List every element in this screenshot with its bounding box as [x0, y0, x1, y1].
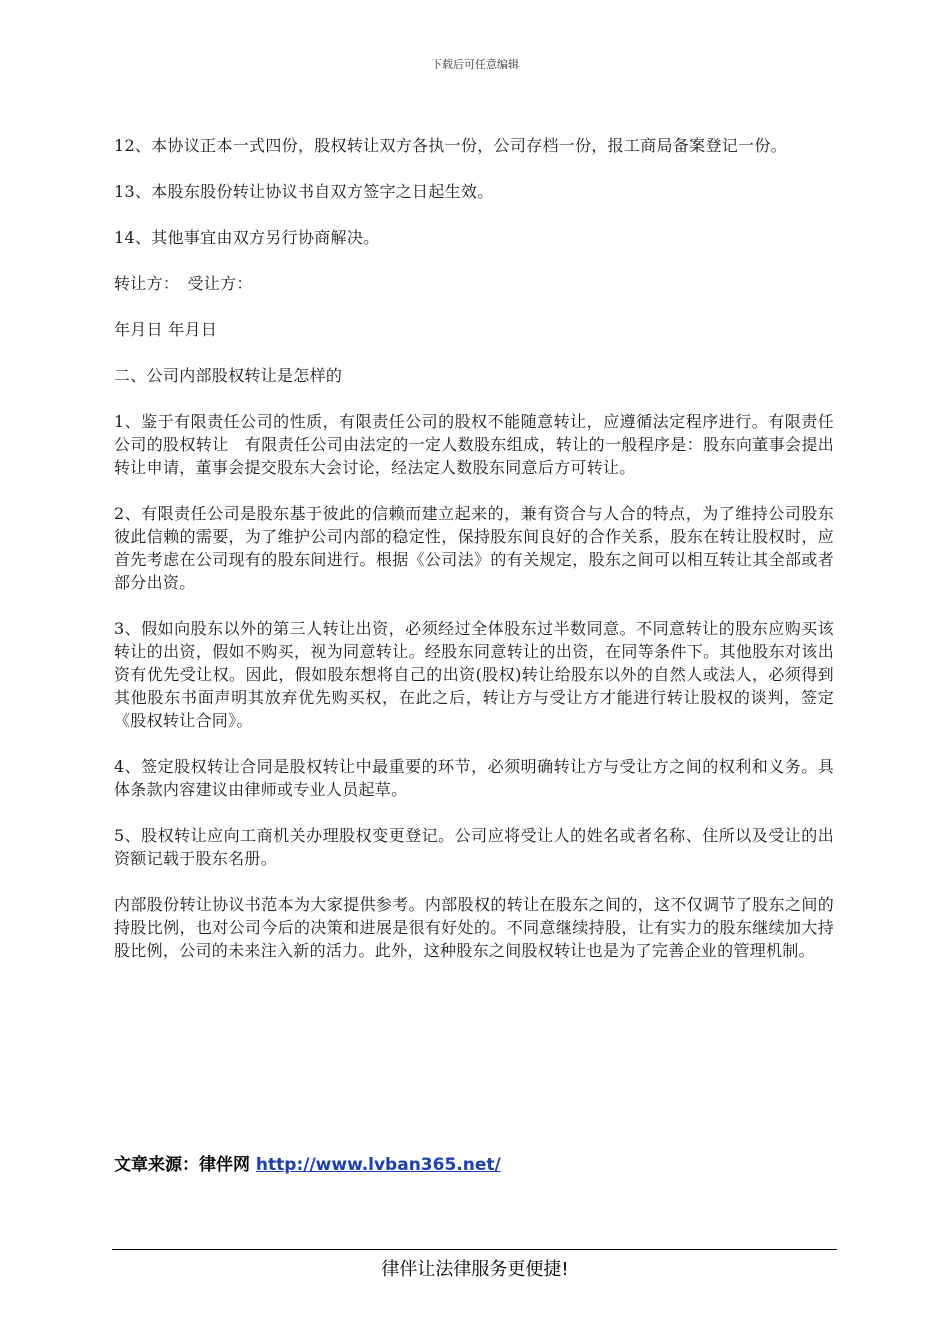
signature-parties: 转让方： 受让方： [114, 274, 253, 293]
paragraph-point-3: 3、假如向股东以外的第三人转让出资，必须经过全体股东过半数同意。不同意转让的股东应购买该转让的出资，假如不购买，视为同意转让。经股东同意转让的出资，在同等条件下。其他股东对该出资有优先受让权。因此，假如股东想将自己的出资(股权)转让给股东以外的自然人或法人，必须得到其他股东书面声明其放弃优先购买权，在此之后，转让方与受让方才能进行转让股权的谈判，签定《股权转让合同》。 [114, 619, 834, 730]
source-label: 文章来源：律伴网 [114, 1155, 256, 1175]
source-link[interactable]: http://www.lvban365.net/ [255, 1155, 501, 1175]
paragraph-12: 12、本协议正本一式四份，股权转让双方各执一份，公司存档一份，报工商局备案登记一份。 [114, 136, 787, 155]
paragraph-summary: 内部股份转让协议书范本为大家提供参考。内部股权的转让在股东之间的，这不仅调节了股东之间的持股比例，也对公司今后的决策和进展是很有好处的。不同意继续持股，让有实力的股东继续加大持股比例，公司的未来注入新的活力。此外，这种股东之间股权转让也是为了完善企业的管理机制。 [114, 895, 834, 960]
document-body [114, 134, 834, 985]
paragraph-14: 14、其他事宜由双方另行协商解决。 [114, 228, 380, 247]
paragraph-point-1: 1、鉴于有限责任公司的性质，有限责任公司的股权不能随意转让，应遵循法定程序进行。有限责任公司的股权转让 有限责任公司由法定的一定人数股东组成，转让的一般程序是：股东向董事会提出转让申请，董事会提交股东大会讨论，经法定人数股东同意后方可转让。 [114, 412, 834, 477]
signature-dates: 年月日 年月日 [114, 320, 218, 339]
footer-divider [112, 1249, 837, 1250]
paragraph-point-5: 5、股权转让应向工商机关办理股权变更登记。公司应将受让人的姓名或者名称、住所以及受让的出资额记载于股东名册。 [114, 826, 834, 868]
page-footer: 律伴让法律服务更便捷! [381, 1259, 569, 1280]
article-source [114, 1150, 501, 1175]
page-header: 下载后可任意编辑 [431, 58, 519, 71]
section-heading: 二、公司内部股权转让是怎样的 [114, 366, 343, 385]
paragraph-point-2: 2、有限责任公司是股东基于彼此的信赖而建立起来的，兼有资合与人合的特点，为了维持公司股东彼此信赖的需要，为了维护公司内部的稳定性，保持股东间良好的合作关系，股东在转让股权时，应首先考虑在公司现有的股东间进行。根据《公司法》的有关规定，股东之间可以相互转让其全部或者部分出资。 [114, 504, 834, 592]
paragraph-13: 13、本股东股份转让协议书自双方签字之日起生效。 [114, 182, 494, 201]
paragraph-point-4: 4、签定股权转让合同是股权转让中最重要的环节，必须明确转让方与受让方之间的权利和义务。具体条款内容建议由律师或专业人员起草。 [114, 757, 834, 799]
